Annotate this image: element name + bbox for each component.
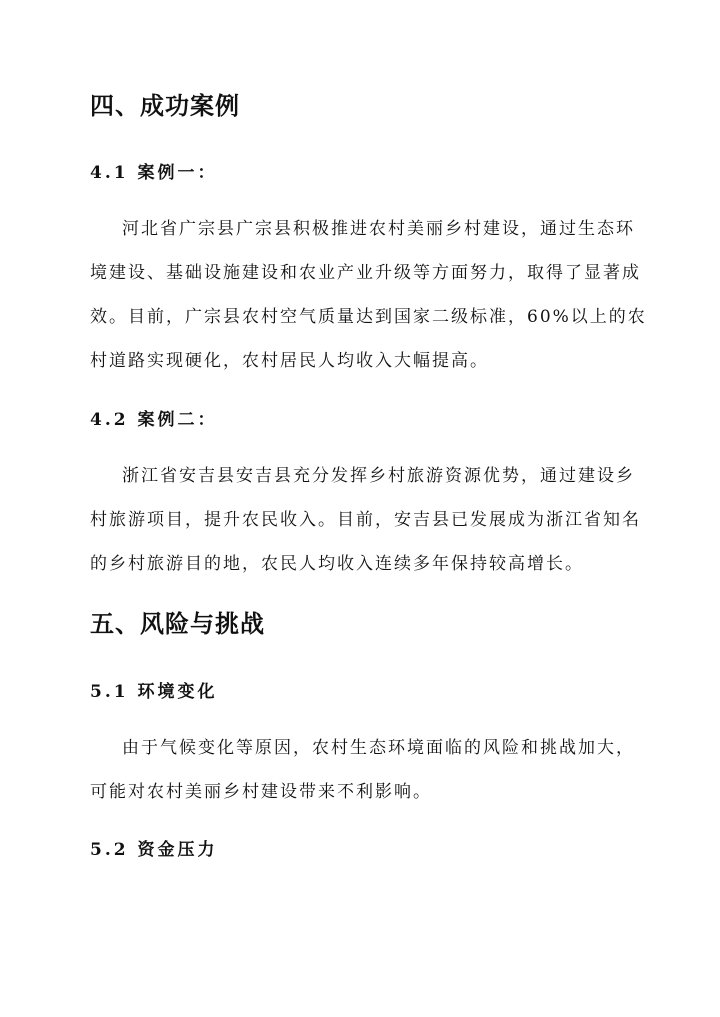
subsection-heading-case-two: 4.2 案例二： xyxy=(90,410,218,430)
paragraph-line: 浙江省安吉县安吉县充分发挥乡村旅游资源优势，通过建设乡 xyxy=(122,466,635,486)
paragraph-line: 村旅游项目，提升农民收入。目前，安吉县已发展成为浙江省知名 xyxy=(90,510,641,530)
paragraph-line: 境建设、基础设施建设和农业产业升级等方面努力，取得了显著成 xyxy=(90,263,641,283)
paragraph-line: 的乡村旅游目的地，农民人均收入连续多年保持较高增长。 xyxy=(90,554,584,574)
subsection-heading-environment-change: 5.1 环境变化 xyxy=(90,682,218,702)
section-heading-success-cases: 四、成功案例 xyxy=(90,91,240,120)
subsection-heading-case-one: 4.1 案例一： xyxy=(90,163,218,183)
subsection-heading-funding-pressure: 5.2 资金压力 xyxy=(90,840,218,860)
paragraph-line: 可能对农村美丽乡村建设带来不利影响。 xyxy=(90,782,432,802)
paragraph-line: 村道路实现硬化，农村居民人均收入大幅提高。 xyxy=(90,351,489,371)
section-heading-risks-challenges: 五、风险与挑战 xyxy=(90,609,265,638)
paragraph-line: 由于气候变化等原因，农村生态环境面临的风险和挑战加大， xyxy=(122,738,635,758)
paragraph-line: 河北省广宗县广宗县积极推进农村美丽乡村建设，通过生态环 xyxy=(122,219,635,239)
paragraph-line: 效。目前，广宗县农村空气质量达到国家二级标准，60%以上的农 xyxy=(90,307,647,327)
